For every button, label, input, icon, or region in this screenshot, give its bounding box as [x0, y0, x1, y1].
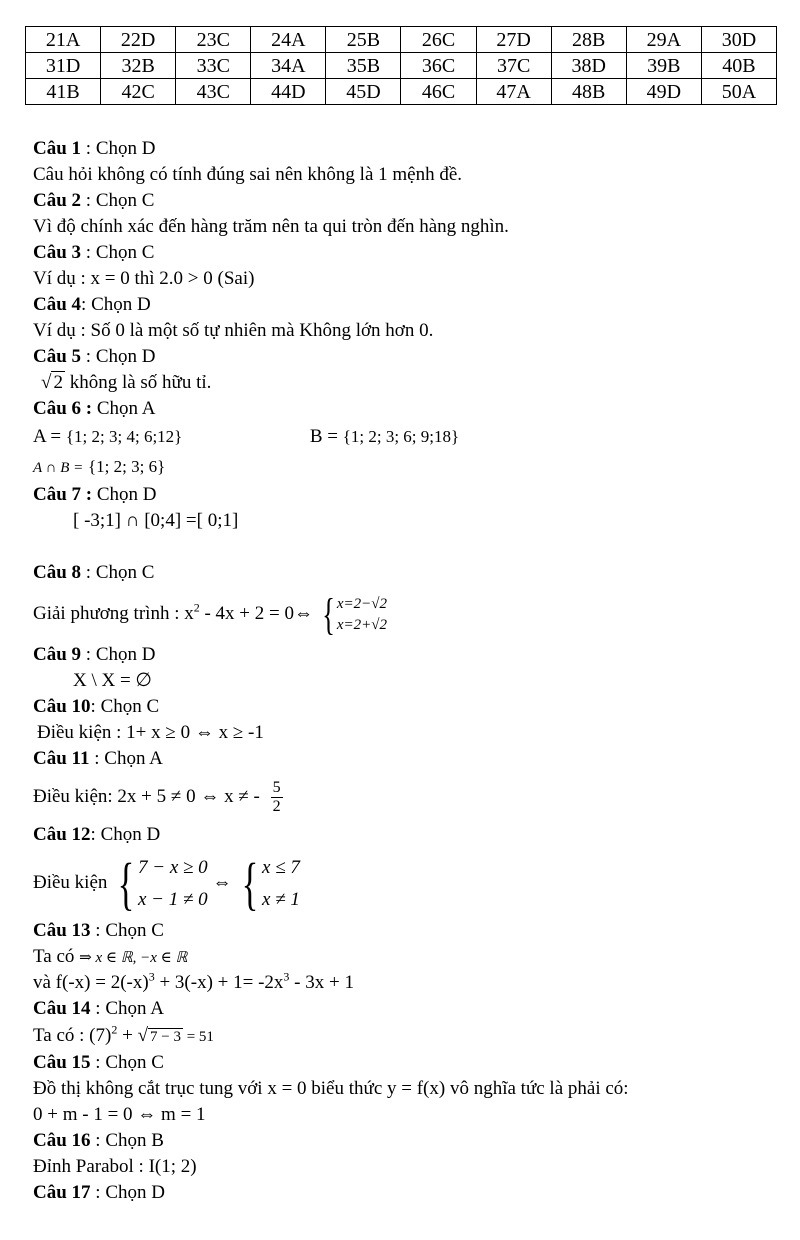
- q15-line2: 0 + m - 1 = 0 ⇔ m = 1: [33, 1104, 206, 1125]
- q12-system-right: { x ≤ 7 x ≠ 1: [241, 851, 300, 917]
- q7-heading: Câu 7 : Chọn D: [33, 484, 157, 505]
- q10-heading: Câu 10: Chọn C: [33, 696, 160, 717]
- q12-heading: Câu 12: Chọn D: [33, 824, 161, 845]
- q6-sets: A = {1; 2; 3; 4; 6;12} B = {1; 2; 3; 6; 9;18}: [33, 426, 460, 447]
- answer-cell: 36C: [401, 53, 476, 79]
- answer-row: [26, 53, 777, 79]
- blank-line: [33, 534, 778, 560]
- sqrt-expression: √ 2: [41, 372, 63, 393]
- answer-cell: 41B: [26, 79, 101, 105]
- q17-heading: Câu 17 : Chọn D: [33, 1182, 165, 1203]
- answer-cell: 33C: [176, 53, 251, 79]
- q11-heading: Câu 11 : Chọn A: [33, 748, 163, 769]
- answer-cell: 21A: [26, 27, 101, 53]
- q2-heading: Câu 2 : Chọn C: [33, 190, 155, 211]
- q12-system-left: { 7 − x ≥ 0 x − 1 ≠ 0: [117, 851, 208, 917]
- answer-cell: 23C: [176, 27, 251, 53]
- q8-equation: Giải phương trình : $x^2 - 4x + 2$ = 0⇔ { x=2−√2 x=2+√2: [33, 586, 778, 642]
- q11-explanation: Điều kiện: 2x + 5 ≠ 0 ⇔ x ≠ - $\frac{5}{2}$: [33, 779, 281, 816]
- answer-cell: 26C: [401, 27, 476, 53]
- answer-cell: 22D: [101, 27, 176, 53]
- q8-heading: Câu 8 : Chọn C: [33, 562, 155, 583]
- answer-cell: 45D: [326, 79, 401, 105]
- answer-cell: 43C: [176, 79, 251, 105]
- answer-cell: 47A: [476, 79, 551, 105]
- q15-heading: Câu 15 : Chọn C: [33, 1052, 164, 1073]
- q10-explanation: Điều kiện : 1+ x ≥ 0 ⇔ x ≥ -1: [37, 722, 264, 743]
- q1-explanation: Câu hỏi không có tính đúng sai nên không là 1 mệnh đề.: [33, 164, 463, 185]
- sqrt-expression: √ 7 − 3: [137, 1025, 181, 1046]
- q14-explanation: Ta có : $(7)^2$ + √ 7 − 3 = 51: [33, 1022, 778, 1050]
- answer-key-table: [25, 26, 777, 105]
- q7-explanation: [ -3;1] ∩ [0;4] =[ 0;1]: [73, 510, 239, 531]
- answer-row: [26, 79, 777, 105]
- answer-cell: 24A: [251, 27, 326, 53]
- fraction: $\frac{5}{2}$: [272, 779, 281, 816]
- q9-heading: Câu 9 : Chọn D: [33, 644, 156, 665]
- q9-explanation: X \ X = ∅: [73, 670, 152, 691]
- answer-cell: 28B: [551, 27, 626, 53]
- answer-cell: 49D: [626, 79, 701, 105]
- answer-cell: 42C: [101, 79, 176, 105]
- q4-heading: Câu 4: Chọn D: [33, 294, 151, 315]
- q14-heading: Câu 14 : Chọn A: [33, 998, 164, 1019]
- answer-cell: 46C: [401, 79, 476, 105]
- answer-cell: 39B: [626, 53, 701, 79]
- answer-cell: 40B: [701, 53, 776, 79]
- q13-line1: Ta có ⇒ x ∈ ℝ, −x ∈ ℝ: [33, 946, 188, 967]
- answer-cell: 31D: [26, 53, 101, 79]
- answer-cell: 35B: [326, 53, 401, 79]
- q8-system: { x=2−√2 x=2+√2: [321, 590, 388, 640]
- q13-heading: Câu 13 : Chọn C: [33, 920, 164, 941]
- answer-cell: 38D: [551, 53, 626, 79]
- answer-cell: 27D: [476, 27, 551, 53]
- q16-heading: Câu 16 : Chọn B: [33, 1130, 164, 1151]
- q3-explanation: Ví dụ : x = 0 thì 2.0 > 0 (Sai): [33, 268, 255, 289]
- answer-cell: 25B: [326, 27, 401, 53]
- answer-cell: 50A: [701, 79, 776, 105]
- q13-line2: và $f(-x) = 2(-x)^3 + 3(-x) + 1= -2x^3 - 3x + 1$: [33, 969, 354, 993]
- q6-intersection: A ∩ B = {1; 2; 3; 6}: [33, 457, 166, 476]
- q5-explanation: √ 2 không là số hữu tỉ.: [33, 370, 778, 396]
- q15-line1: Đồ thị không cắt trục tung với x = 0 biểu thức y = f(x) vô nghĩa tức là phải có:: [33, 1078, 629, 1099]
- q16-explanation: Đỉnh Parabol : I(1; 2): [33, 1156, 197, 1177]
- q5-heading: Câu 5 : Chọn D: [33, 346, 156, 367]
- q1-heading: Câu 1 : Chọn D: [33, 138, 156, 159]
- answer-cell: 48B: [551, 79, 626, 105]
- q6-heading: Câu 6 : Chọn A: [33, 398, 156, 419]
- q3-heading: Câu 3 : Chọn C: [33, 242, 155, 263]
- q12-explanation: Điều kiện { 7 − x ≥ 0 x − 1 ≠ 0 ⇔ { x ≤ 7 x ≠ 1: [33, 848, 778, 918]
- solutions: [33, 136, 778, 1206]
- answer-cell: 37C: [476, 53, 551, 79]
- q4-explanation: Ví dụ : Số 0 là một số tự nhiên mà Không lớn hơn 0.: [33, 320, 434, 341]
- answer-cell: 32B: [101, 53, 176, 79]
- answer-cell: 44D: [251, 79, 326, 105]
- answer-row: [26, 27, 777, 53]
- answer-cell: 30D: [701, 27, 776, 53]
- answer-cell: 34A: [251, 53, 326, 79]
- answer-cell: 29A: [626, 27, 701, 53]
- q2-explanation: Vì độ chính xác đến hàng trăm nên ta qui tròn đến hàng nghìn.: [33, 216, 509, 237]
